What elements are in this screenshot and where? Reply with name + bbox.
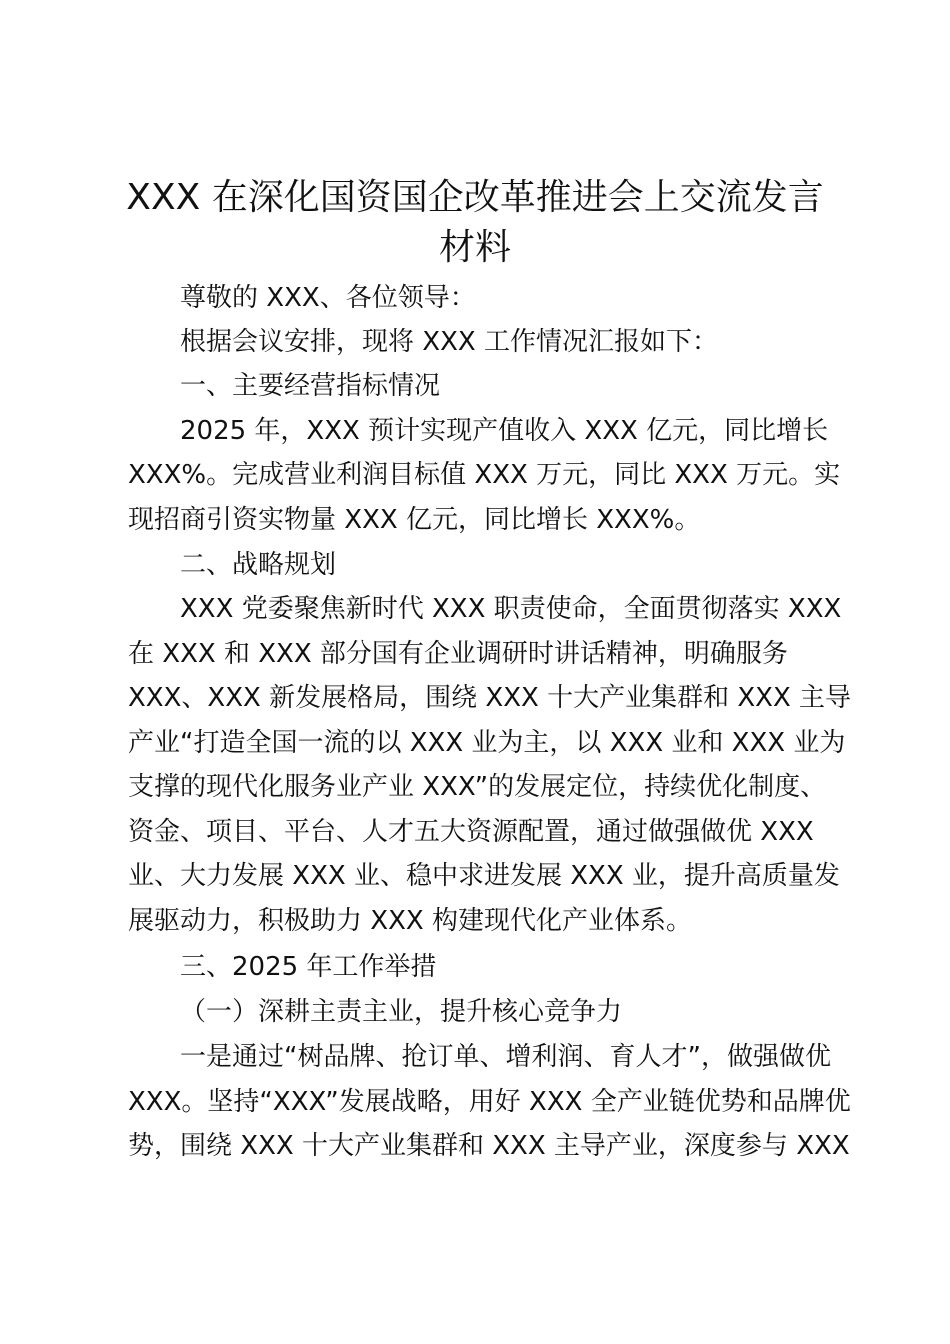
document-title-line-1: XXX 在深化国资国企改革推进会上交流发言 bbox=[126, 177, 824, 218]
section-3-line: 一是通过“树品牌、抢订单、增利润、育人才”，做强做优 bbox=[180, 1042, 831, 1072]
section-2-line: XXX、XXX 新发展格局，围绕 XXX 十大产业集群和 XXX 主导 bbox=[128, 683, 852, 713]
section-1-line: XXX%。完成营业利润目标值 XXX 万元，同比 XXX 万元。实 bbox=[128, 460, 841, 490]
section-3-heading: 三、2025 年工作举措 bbox=[180, 952, 437, 982]
document-title-line-2: 材料 bbox=[438, 227, 511, 268]
section-2-line: 支撑的现代化服务业产业 XXX”的发展定位，持续优化制度、 bbox=[128, 772, 827, 802]
section-3-line: XXX。坚持“XXX”发展战略，用好 XXX 全产业链优势和品牌优 bbox=[128, 1087, 851, 1117]
section-2-line: 产业“打造全国一流的以 XXX 业为主，以 XXX 业和 XXX 业为 bbox=[128, 728, 846, 758]
section-1-line: 2025 年，XXX 预计实现产值收入 XXX 亿元，同比增长 bbox=[180, 416, 829, 446]
greeting: 尊敬的 XXX、各位领导： bbox=[180, 283, 476, 313]
section-1-line: 现招商引资实物量 XXX 亿元，同比增长 XXX%。 bbox=[128, 505, 701, 535]
section-3-subheading: （一）深耕主责主业，提升核心竞争力 bbox=[180, 997, 623, 1027]
section-2-heading: 二、战略规划 bbox=[180, 550, 337, 580]
intro-paragraph: 根据会议安排，现将 XXX 工作情况汇报如下： bbox=[180, 327, 718, 357]
section-2-line: 资金、项目、平台、人才五大资源配置，通过做强做优 XXX bbox=[128, 817, 814, 847]
section-2-line: 业、大力发展 XXX 业、稳中求进发展 XXX 业，提升高质量发 bbox=[128, 861, 840, 891]
section-2-line: 在 XXX 和 XXX 部分国有企业调研时讲话精神，明确服务 bbox=[128, 639, 788, 669]
section-2-line: XXX 党委聚焦新时代 XXX 职责使命，全面贯彻落实 XXX bbox=[180, 594, 842, 624]
section-1-heading: 一、主要经营指标情况 bbox=[180, 371, 441, 401]
section-3-line: 势，围绕 XXX 十大产业集群和 XXX 主导产业，深度参与 XXX bbox=[128, 1131, 850, 1161]
section-2-line: 展驱动力，积极助力 XXX 构建现代化产业体系。 bbox=[128, 906, 692, 936]
